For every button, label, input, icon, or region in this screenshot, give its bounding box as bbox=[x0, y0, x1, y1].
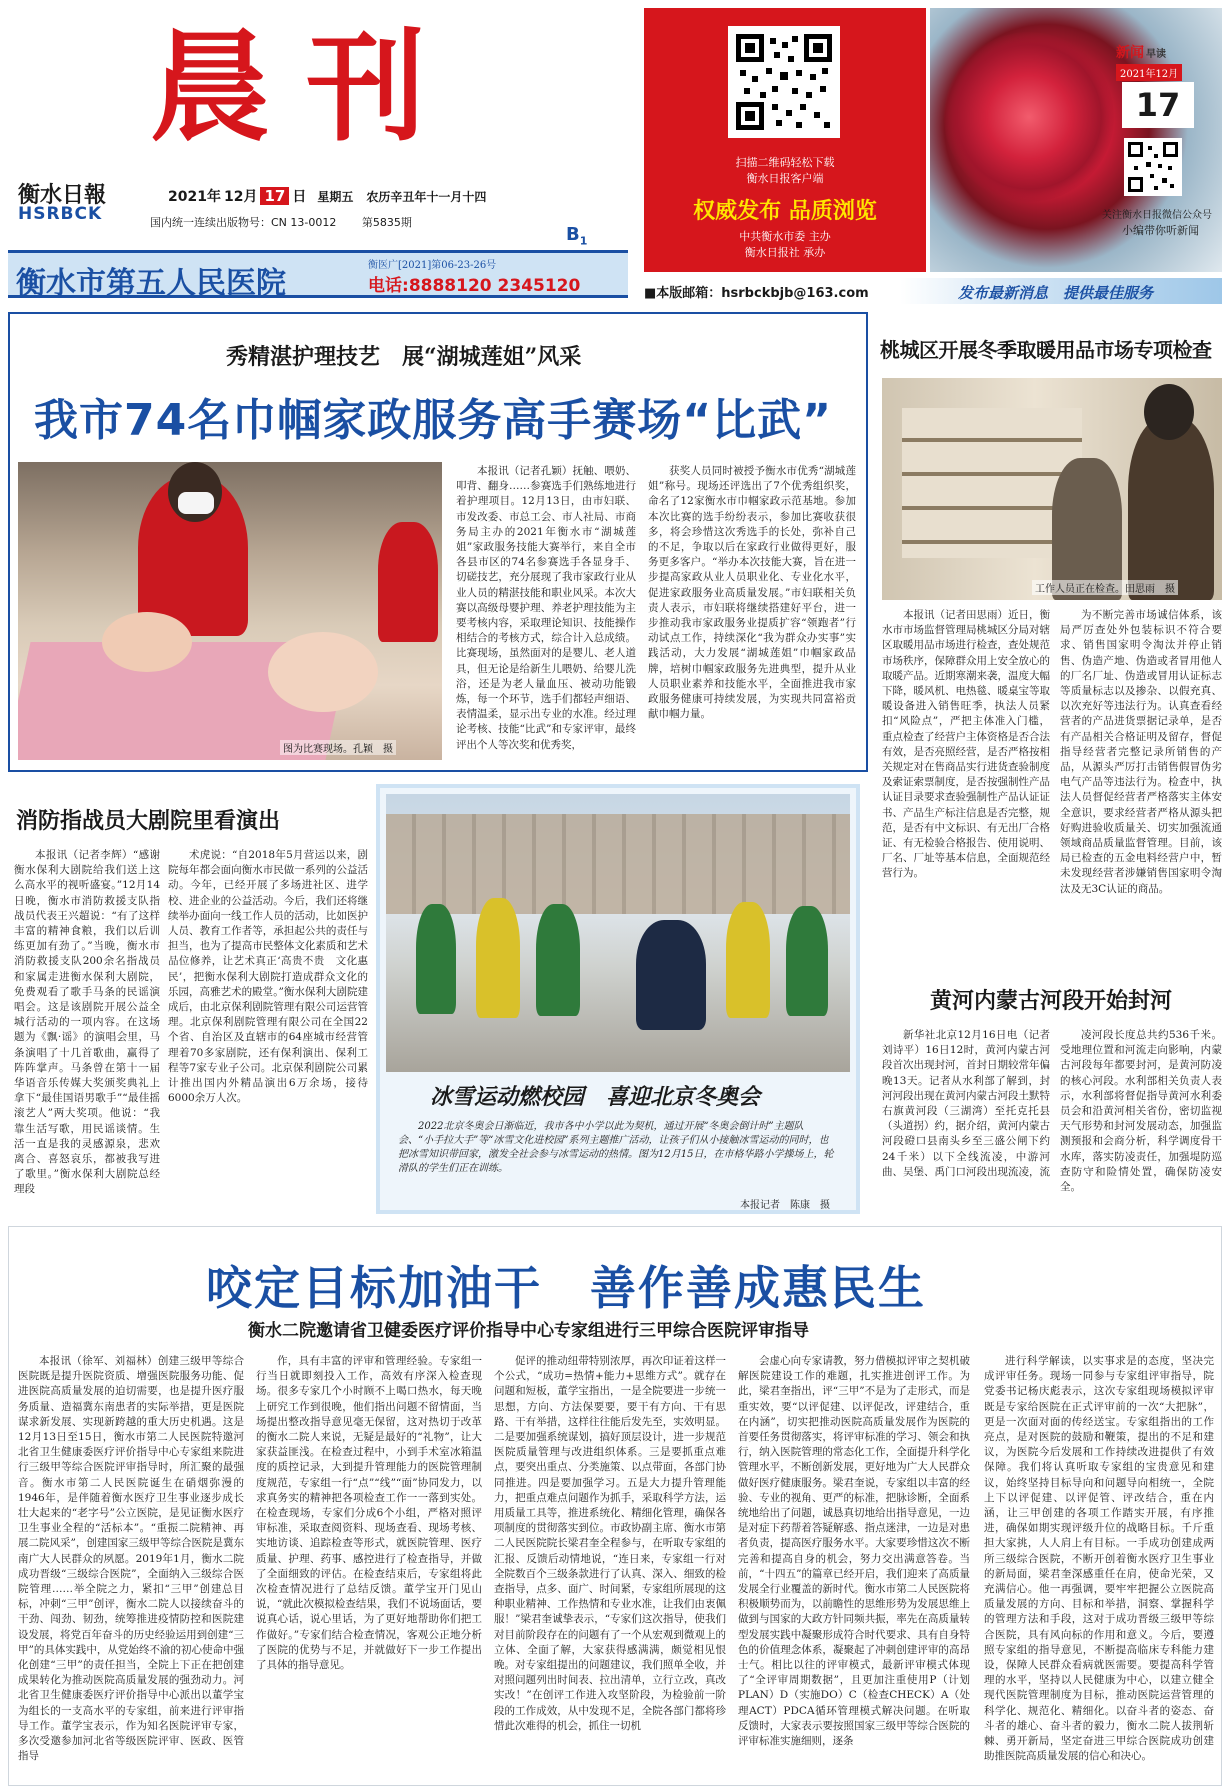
slogan-bar bbox=[900, 278, 1222, 304]
story1-photo bbox=[18, 462, 442, 760]
skater-3 bbox=[536, 904, 580, 1016]
story5-text-1: 本报讯（徐军、刘福林）创建三级甲等综合医院既是提升医院资质、增强医院服务功能、促进医院高质量发展的迫切需要，也是提升医疗服务质量、造福冀东南患者的实际举措，更是医院谋求新发展、实现新跨越的重大历史机遇。这是12月13日至15日，衡水市第二人民医院特邀河北省卫生健康委医疗评价指导中心专家组来院进行三级甲等综合医院评审指导时，所汇聚的最强音。衡水市第二人民医院诞生在硝烟弥漫的1946年，是伴随着衡水医疗卫生事业逐步成长壮大起来的“老字号”公立医院，是见证衡水医疗卫生事业全程的“活标本”。“重振二院精神、再展二院风采”，创建国家三级甲等综合医院是冀东南广大人民群众的夙愿。2019年1月，衡水二院成功晋级“三级综合医院”，全面纳入三级综合医院管理……举全院之力，紧扣“三甲”创建总目标，冲刺“三甲”创评，衡水二院人以接续奋斗的干劲、闯劲、韧劲，统筹推进疫情防控和医院建设发展，将党百年奋斗的历史经验运用到创建“三甲”的具体实践中，从党始终不渝的初心使命中强化创建“三甲”的责任担当，全院上下正在把创建成果转化为推动医院高质量发展的强劲动力。河北省卫生健康委医疗评价指导中心派出以董学宝为组长的一支高水平的专家组，前来进行评审指导工作。董学宝表示，作为知名医院评审专家，多次受邀参加河北省等级医院评审、医政、医管指导 bbox=[18, 1355, 244, 1763]
page-number: 1 bbox=[579, 234, 588, 248]
story5-text-3: 促评的推动纽带特别浓厚，再次印证着这样一个公式，“成功=热情+能力+思维方式”。就存在问题和短板，董学宝指出，一是全院要进一步统一思想，方向、方法保要要，要干有方向、干有思路、干有举措，这样往往能后发先至，实效明显。二是要加强系统谋划，搞好顶层设计，进一步规范医院质量管理与改进组织体系。三是要抓重点难点，要突出重点、分类施策、以点带面，各部门协同推进。四是要加强学习。五是大力提升管理能力，把重点难点问题作为抓手，采取科学方法，运用质量工具等，推进系统化、精细化管理，确保各项制度的贯彻落实到位。市政协副主席、衡水市第二人民医院院长梁君奎全程参与，在听取专家组的汇报、反馈后动情地说，“连日来，专家组一行对全院数百个三级条款进行了认真、深入、细致的检查指导，点多、面广、时间紧，专家组所展现的这种职业精神、工作热情和专业水准，让我们由衷佩服！”梁君奎诚挚表示，“专家们这次指导，使我们对目前阶段存在的问题有了一个从宏观到微观上的立体、全面了解，大家获得感满满，颇觉相见恨晚。对专家组提出的问题建议，我们照单全收，并对照问题列出时间表、拉出清单，立行立改，真改实改！”在创评工作进入攻坚阶段，为检验前一阶段的工作成效，从中发现不足，全院各部门都将珍惜此次难得的机会，抓住一切机 bbox=[494, 1355, 726, 1732]
date-line bbox=[168, 186, 486, 206]
qr-sponsor-1: 中共衡水市委 主办 bbox=[739, 230, 831, 243]
page-badge bbox=[566, 224, 587, 248]
page-letter: B bbox=[566, 224, 580, 245]
hospital-ad-phone bbox=[368, 271, 580, 296]
hospital-ad-permit: 衡医广[2021]第06-23-26号 bbox=[368, 260, 497, 271]
date-day-suffix: 日 bbox=[292, 189, 307, 205]
story1-photo-caption: 图为比赛现场。孔颖 摄 bbox=[280, 740, 396, 755]
story4-text-col2 bbox=[1060, 1028, 1222, 1214]
inspector-2 bbox=[1052, 458, 1122, 600]
date-month: 12月 bbox=[223, 189, 258, 205]
news-day: 17 bbox=[1122, 82, 1194, 128]
news-follow-text-2: 小编带你听新闻 bbox=[1122, 224, 1199, 237]
story2-photo bbox=[882, 378, 1222, 600]
story1-text-col2 bbox=[648, 464, 856, 764]
qr-panel bbox=[644, 8, 926, 272]
story2-photo-caption: 工作人员正在检查。田思雨 摄 bbox=[1032, 580, 1178, 595]
qr-slogan: 权威发布 品质浏览 bbox=[693, 199, 877, 224]
story5-text-col4 bbox=[738, 1354, 970, 1778]
newspaper-logo: 衡水日報 bbox=[18, 182, 107, 208]
date-day: 17 bbox=[260, 187, 289, 205]
story4-text-2: 凌河段长度总共约536千米。受地理位置和河流走向影响，内蒙古河段每年都要封河，是黄河防凌的核心河段。水利部相关负责人表示，水利部将督促指导黄河水利委员会和沿黄河相关省份，密切监视天气形势和封河发展动态，加强监测预报和会商分析，科学调度骨干水库，落实防凌责任，加强堤防巡查防守和险情处置，确保防凌安全。 bbox=[1060, 1029, 1222, 1194]
story5-text-4: 会虚心向专家请教，努力借模拟评审之契机破解医院建设工作的难题，扎实推进创评工作。为此，梁君奎指出，评“三甲”不是为了走形式，而是重实效，要“以评促建、以评促改，评建结合，重在内涵”，切实把推动医院高质量发展作为医院的首要任务贯彻落实，将评审标准的学习、领会和执行，纳入医院管理的常态化工作，全面提升科学化管理水平，不断创新发展，更好地为广大人民群众做好医疗健康服务。梁君奎说，专家组以丰富的经验、专业的视角、更严的标准，把脉诊断，全面系统地给出了问题，诚恳真切地给出指导意见，一边是对症下药帮着答疑解惑、指点迷津，一边是对患者负责，提高医疗服务水平。大家要珍惜这次不断完善和提高自身的机会，努力交出满意答卷。当前，“十四五”的篇章已经开启，我们迎来了高质量发展全行业覆盖的新时代。衡水市第二人民医院将积极顺势而为，以前瞻性的思维形势为发展思维上做到与国家的大政方针同频共振，率先在高质量转型发展实践中凝聚形成符合时代要求、具有自身特色的价值理念体系，凝聚起了冲刺创建评审的高昂士气。相比以往的评审模式，最新评审模式体现了“全评审周期数据”，且更加注重使用P（计划PLAN）D（实施DO）C（检查CHECK）A（处理ACT）PDCA循环管理模式解决问题。在听取反馈时，大家表示要按照国家三级甲等综合医院的评审标准实施细则，逐条 bbox=[738, 1355, 970, 1748]
baby-doll-1 bbox=[102, 612, 192, 672]
story3-text-col2 bbox=[168, 848, 368, 1220]
slogan-text: 发布最新消息 提供最佳服务 bbox=[958, 284, 1154, 302]
coach-figure bbox=[636, 920, 706, 1030]
story4-text-1: 新华社北京12月16日电（记者刘诗平）16日12时，黄河内蒙古河段首次出现封河，首封日期较常年偏晚13天。记者从水利部了解到，封河河段出现在黄河内蒙古河段土默特右旗黄河段（三湖湾）至托克托县（头道拐）约，据介绍，黄河内蒙古河段磴口县南头乡至三盛公闸下约24千米）以下全线流凌，中游河曲、吴堡、禹门口河段出现流凌，流 bbox=[882, 1029, 1050, 1178]
news-tag-text: 新闻 bbox=[1116, 45, 1144, 61]
story1-text-2: 获奖人员同时被授予衡水市优秀“湖城莲姐”称号。现场还评选出了7个优秀组织奖，命名了12家衡水市巾帼家政示范基地。参加本次比赛的选手纷纷表示，参加比赛收获很多，将会珍惜这次秀选手的长处，弥补自己的不足，争取以后在家政行业做得更好，服务更多客户。“举办本次技能大赛，旨在进一步提高家政从业人员职业化、专业化水平，促进家政服务业高质量发展。”市妇联相关负责人表示，市妇联将继续搭建好平台，进一步推动我市家政服务业提质扩容“领跑者”行动试点工作，持续深化“我为群众办实事”实践活动，大力发展“湖城莲姐”巾帼家政品牌，培树巾帼家政服务先进典型，提升从业人员职业素养和技能水平，全面推进我市家政服务健康可持续发展，为实现共同富裕贡献巾帼力量。 bbox=[648, 465, 856, 721]
issue-number: 第5835期 bbox=[361, 216, 412, 229]
skater-4 bbox=[726, 902, 770, 1018]
story2-text-col1 bbox=[882, 608, 1050, 984]
school-building bbox=[386, 814, 850, 914]
news-date: 2021年12月 bbox=[1116, 64, 1182, 81]
lunar-date: 农历辛丑年十一月十四 bbox=[366, 189, 487, 204]
phone-numbers: 8888120 2345120 bbox=[408, 276, 581, 296]
inspector-head bbox=[1144, 384, 1194, 440]
news-qr-icon[interactable] bbox=[1124, 138, 1182, 196]
story1-text-1: 本报讯（记者孔颖）抚触、喂奶、叩背、翻身……参赛选手们熟练地进行着护理项目。12月13日，由市妇联、市发改委、市总工会、市人社局、市商务局主办的2021年衡水市“湖城莲姐”家政服务技能大赛举行，来自全市各县市区的74名参赛选手各显身手、切磋技艺，充分展现了我市家政行业从业人员的精湛技能和职业风采。本次大赛以高级母婴护理、养老护理技能为主要考核内容，采取理论知识、技能操作相结合的考核方式，综合计入总成绩。比赛现场，虽然面对的是婴儿、老人道具，但无论是给新生儿喂奶、给婴儿洗浴，还是为老人量血压、被动功能锻炼，每一个环节，选手们都轻声细语、表情温柔，显示出专业的水准。经过理论考核、技能“比武”和专家评审，最终评出个人等次奖和优秀奖， bbox=[456, 465, 636, 751]
news-tag bbox=[1116, 42, 1166, 62]
weekday: 星期五 bbox=[317, 189, 354, 204]
story5-text-col2 bbox=[256, 1354, 482, 1778]
newspaper-logo-en: HSRBCK bbox=[18, 204, 103, 224]
rose-flower-icon bbox=[944, 32, 1114, 202]
photo-feature-caption bbox=[398, 1120, 838, 1176]
story2-text-col2 bbox=[1060, 608, 1222, 984]
story2-text-2: 为不断完善市场诚信体系，该局严厉查处外包装标识不符合要求、销售国家明令淘汰并停止销售、伪造产地、伪造或者冒用他人的厂名厂址、伪造或冒用认证标志等质量标志以及掺杂、以假充真、以次充好等违法行为。认真查看经营者的产品进货票据记录单，是否有产品相关合格证明及留存，督促指导经营者完整记录所销售的产品，从源头严厉打击销售假冒伪劣电气产品等违法行为。检查中，执法人员督促经营者严格落实主体安全意识，要求经营者严格从源头把好购进验收质量关、切实加强流通领域商品质量监督管理。目前，该局已检查的五金电料经营户中，暂未发现经营者涉嫌销售国家明令淘汰及无3C认证的商品。 bbox=[1060, 609, 1222, 895]
email-line: ■本版邮箱：hsrbckbjb@163.com bbox=[644, 286, 869, 301]
qr-code-icon[interactable] bbox=[728, 26, 840, 138]
story3-text-1: 本报讯（记者李辉）“感谢衡水保利大剧院给我们送上这么高水平的视听盛宴。”12月14日晚，衡水市消防救援支队指战员代表王兴超说：“有了这样丰富的精神食粮，我们以后训练更加有劲了。”当晚，衡水市消防救援支队200余名指战员和家属走进衡水保利大剧院，免费观看了歌手马条的民谣演唱会。这是该剧院开展公益全城行活动的一项内容。在这场题为《飘·谣》的演唱会里，马条演唱了十几首歌曲，赢得了阵阵掌声。马条曾在第十一届华语音乐传媒大奖颁奖典礼上拿下“最佳国语男歌手”“最佳摇滚艺人”两大奖项。他说：“我靠生活写歌，用民谣谈情。生活一直是我的灵感源泉，悲欢离合、喜怒哀乐，都被我写进了歌里。”衡水保利大剧院总经理段 bbox=[14, 849, 160, 1196]
skater-5 bbox=[786, 906, 828, 1016]
story1-headline: 我市74名巾帼家政服务高手赛场“比武” bbox=[34, 395, 833, 446]
skater-2 bbox=[476, 898, 520, 1018]
issn-line bbox=[150, 214, 412, 230]
qr-sponsor-2: 衡水日报社 承办 bbox=[744, 246, 826, 259]
story1-text-col1 bbox=[456, 464, 636, 764]
story5-text-5: 进行科学解读，以实事求是的态度，坚决完成评审任务。现场一同参与专家组评审指导，院党委书记杨庆彪表示，这次专家组现场模拟评审既是专家给医院在正式评审前的一次“大把脉”，更是一次面对面的传经送宝。专家组指出的工作亮点，是对医院的鼓励和鞭策，提出的不足和建议，为医院今后发展和工作持续改进提供了有效保障。我们将认真听取专家组的宝贵意见和建议，始终坚持目标导向和问题导向相统一，全院上下以评促建、以评促管、评改结合，重在内涵，让三甲创建的各项工作踏实开展，有序推进，确保如期实现评级升位的战略目标。千斤重担大家挑，人人肩上有目标。一手成功创建成两所三级综合医院，不断开创着衡水医疗卫生事业的新局面，梁君奎深感重任在肩，使命光荣，又充满信心。他一再强调，要牢牢把握公立医院高质量发展的方向、目标和举措，洞察、掌握科学的管理方法和手段，这对于成功晋级三级甲等综合医院，具有风向标的作用和意义。今后，要遵照专家组的指导意见，不断提高临床专科能力建设，保障人民群众看病就医需要。要提高科学管理的水平，坚持以人民健康为中心，以建立健全现代医院管理制度为目标，推动医院运营管理的科学化、规范化、精细化。以奋斗者的姿态、奋斗者的雄心、奋斗者的毅力，衡水二院人拔荆斩棘、勇开新局，坚定奋进三甲综合医院成功创建助推医院高质量发展的信心和决心。 bbox=[984, 1355, 1214, 1763]
story5-text-col5 bbox=[984, 1354, 1214, 1778]
photo-feature-image bbox=[386, 794, 850, 1072]
story5-text-col3 bbox=[494, 1354, 726, 1778]
story5-text-col1 bbox=[18, 1354, 244, 1778]
news-tag-text-2: 早读 bbox=[1146, 49, 1166, 60]
contestant-2 bbox=[378, 522, 438, 642]
story4-headline: 黄河内蒙古河段开始封河 bbox=[930, 988, 1173, 1014]
photo-feature-credit: 本报记者 陈康 摄 bbox=[740, 1200, 830, 1211]
news-date-card bbox=[1116, 42, 1216, 138]
issn: 国内统一连续出版物号：CN 13-0012 bbox=[150, 216, 337, 229]
news-follow-text: 关注衡水日报微信公众号 bbox=[1102, 210, 1212, 221]
story3-text-2: 术虎说：“自2018年5月营运以来，剧院每年都会面向衡水市民做一系列的公益活动。今年，已经开展了多场进社区、进学校、进企业的公益活动。今后，我们还将继续举办面向一线工作人员的活动，比如医护人员、教育工作者等，承担起公共的责任与担当，也为了提高市民整体文化素质和艺术品位修养，让艺术真正‘高贵不贵 文化惠民’，把衡水保利大剧院打造成群众文化的乐园，高雅艺术的殿堂。”衡水保利大剧院建成后，由北京保利剧院管理有限公司运营管理。北京保利剧院管理有限公司在全国22个省、自治区及直辖市的64座城市经营管理着70多家剧院，还有保利演出、保利工程等7家专业子公司。北京保利剧院公司累计推出国内外精品演出6万余场，接待6000余万人次。 bbox=[168, 849, 368, 1105]
skater-1 bbox=[416, 904, 456, 1014]
contestant-mask bbox=[178, 492, 214, 514]
news-rose-panel bbox=[930, 8, 1222, 272]
qr-scan-text-1: 扫描二维码轻松下载 bbox=[735, 156, 835, 169]
qr-scan-text-2: 衡水日报客户端 bbox=[746, 172, 824, 185]
photo-feature-title: 冰雪运动燃校园 喜迎北京冬奥会 bbox=[430, 1084, 761, 1110]
story1-kicker: 秀精湛护理技艺 展“湖城莲姐”风采 bbox=[226, 344, 582, 370]
baby-doll-2 bbox=[268, 632, 378, 712]
story5-subhead: 衡水二院邀请省卫健委医疗评价指导中心专家组进行三甲综合医院评审指导 bbox=[248, 1321, 809, 1341]
story5-headline: 咬定目标加油干 善作善成惠民生 bbox=[206, 1261, 926, 1315]
story2-headline: 桃城区开展冬季取暖用品市场专项检查 bbox=[880, 338, 1212, 362]
story5-text-2: 作，具有丰富的评审和管理经验。专家组一行当日就即刻投入工作，高效有序深入检查现场。很多专家几个小时顾不上喝口热水，每天晚上研究工作到很晚，他们指出问题不留情面，当场提出整改指导意见毫无保留，这对热切于改革的衡水二院人来说，无疑是最好的“礼物”，让大家获益匪浅。在检查过程中，小到手术室冰箱温度的质控记录，大到提升管理能力的医院管理制度规范，专家组一行“点”“线”“面”协同发力，以求真务实的精神把各项检查工作一一落到实处。在检查现场，专家们分成6个小组，严格对照评审标准，采取查阅资料、现场查看、现场考核、实地访谈、追踪检查等形式，就医院管理、医疗质量、护理、药事、感控进行了检查指导，并做了全面细致的评估。在检查结束后，专家组将此次检查情况进行了总结反馈。董学宝开门见山说，“就此次模拟检查结果，我们不说场面话，要说真心话，说心里话，为了更好地帮助你们把工作做好。”专家们结合检查情况，客观公正地分析了医院的优势与不足，并就做好下一步工作提出了具体的指导意见。 bbox=[256, 1355, 482, 1672]
story3-headline: 消防指战员大剧院里看演出 bbox=[16, 808, 281, 834]
masthead-title: 晨刊 bbox=[150, 17, 462, 158]
hospital-ad-name: 衡水市第五人民医院 bbox=[16, 266, 286, 301]
phone-label: 电话: bbox=[368, 276, 409, 296]
hospital-ad-banner bbox=[8, 250, 628, 301]
story3-text-col1 bbox=[14, 848, 160, 1220]
date-year: 2021年 bbox=[168, 189, 221, 205]
story4-text-col1 bbox=[882, 1028, 1050, 1214]
story2-text-1: 本报讯（记者田思雨）近日，衡水市市场监督管理局桃城区分局对辖区取暖用品市场进行检查，查处规范市场秩序，保障群众用上安全放心的取暖产品。近期寒潮来袭，温度大幅下降，暖风机、电热毯、暖桌宝等取暖设备进入销售旺季，执法人员紧扣“风险点”，严把主体准入门槛，重点检查了经营户主体资格是否合法有效，是否亮照经营，是否严格按相关规定对在售商品实行进货查验制度及索证索票制度，是否按强制性产品认证目录要求查验强制性产品认证证书、产品生产标注信息是否完整，规范，是否有中文标识、有无出厂合格证、有无检验合格报告、使用说明、厂名、厂址等基本信息，全面规范经营行为。 bbox=[882, 609, 1050, 880]
photo-feature-caption-text: 2022北京冬奥会日渐临近，我市各中小学以此为契机，通过开展“冬奥会倒计时”主题队会、“小手拉大手”等“冰雪文化进校园”系列主题推广活动，让孩子们从小接触冰雪运动的同时，也把冰雪知识带回家，激发全社会参与冰雪运动的热情。图为12月15日，在市格华路小学操场上，轮滑队的学生们正在训练。 bbox=[398, 1121, 834, 1174]
inspector-figure bbox=[1128, 418, 1214, 600]
